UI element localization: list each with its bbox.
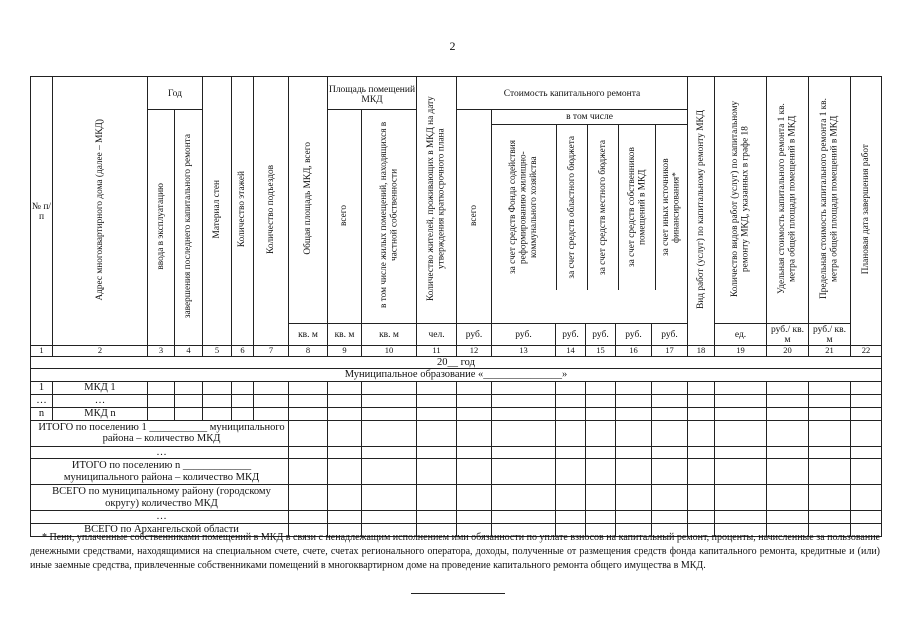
col20-header: Удельная стоимость капитального ремонта 1 кв. метра общей площади помещений в МКД — [767, 77, 809, 324]
unit-col15: руб. — [586, 324, 616, 346]
col-number: 2 — [53, 346, 148, 356]
col4-header: завершения последнего капитального ремонта — [175, 110, 203, 346]
column-numbers-row — [31, 346, 882, 356]
footnote-separator — [30, 523, 96, 524]
unit-col10: кв. м — [362, 324, 417, 346]
unit-col20: руб./ кв. м — [767, 324, 809, 346]
col-number: 5 — [203, 346, 232, 356]
col-number: 16 — [616, 346, 652, 356]
col-number: 21 — [809, 346, 851, 356]
table-row: … … — [31, 394, 882, 407]
col13-header: за счет средств Фонда содействия реформированию жилищно-коммунального хозяйства — [492, 125, 557, 290]
capital-repair-plan-table — [30, 76, 882, 537]
col12-header: всего — [457, 110, 492, 324]
col-number: 18 — [688, 346, 715, 356]
col19-header: Количество видов работ (услуг) по капитальному ремонту МКД, указанных в графе 18 — [715, 77, 767, 324]
unit-col12: руб. — [457, 324, 492, 346]
col-number: 17 — [652, 346, 688, 356]
end-separator — [411, 593, 505, 594]
col-number: 19 — [715, 346, 767, 356]
col6-header: Количество этажей — [232, 77, 254, 346]
col-number: 6 — [232, 346, 254, 356]
unit-col17: руб. — [652, 324, 688, 346]
col7-header: Количество подъездов — [254, 77, 289, 346]
col-number: 7 — [254, 346, 289, 356]
cost-subgroup — [492, 110, 688, 324]
table-row: n МКД n — [31, 407, 882, 420]
col18-header: Вид работ (услуг) по капитальному ремонту МКД — [688, 77, 715, 346]
table-row: … — [31, 511, 882, 524]
table-row: … — [31, 446, 882, 459]
col-number: 14 — [556, 346, 586, 356]
col2-header: Адрес многоквартирного дома (далее – МКД) — [53, 77, 148, 346]
col-number: 15 — [586, 346, 616, 356]
unit-col11: чел. — [417, 324, 457, 346]
col10-header: в том числе жилых помещений, находящихся в частной собственности — [362, 110, 417, 324]
unit-col21: руб./ кв. м — [809, 324, 851, 346]
col14-header: за счет средств областного бюджета — [557, 125, 588, 290]
col-number: 10 — [362, 346, 417, 356]
table-row: 1 МКД 1 — [31, 381, 882, 394]
unit-col19: ед. — [715, 324, 767, 346]
col-number: 20 — [767, 346, 809, 356]
in-that-number-header: в том числе — [492, 110, 687, 125]
table-row — [31, 459, 882, 485]
col3-header: ввода в эксплуатацию — [148, 110, 175, 346]
col-number: 22 — [851, 346, 882, 356]
year-row: 20__ год — [31, 356, 882, 369]
col15-header: за счет средств местного бюджета — [588, 125, 619, 290]
col1-header: № п/п — [31, 77, 53, 346]
total-settlement-n: ИТОГО по поселению n _____________ муниципального района – количество МКД — [31, 459, 289, 485]
col-number: 3 — [148, 346, 175, 356]
col-number: 8 — [289, 346, 328, 356]
year-group-header: Год — [148, 77, 203, 110]
area-group-header: Площадь помещений МКД — [328, 77, 417, 110]
col5-header: Материал стен — [203, 77, 232, 346]
unit-col13: руб. — [492, 324, 556, 346]
page-number: 2 — [449, 39, 456, 53]
unit-col8: кв. м — [289, 324, 328, 346]
col9-header: всего — [328, 110, 362, 324]
col-number: 9 — [328, 346, 362, 356]
table-row — [31, 485, 882, 511]
unit-col14: руб. — [556, 324, 586, 346]
col-number: 13 — [492, 346, 556, 356]
total-settlement-1: ИТОГО по поселению 1 ___________ муниципального района – количество МКД — [31, 420, 289, 446]
col21-header: Предельная стоимость капитального ремонта 1 кв. метра общей площади помещений в МКД — [809, 77, 851, 324]
total-region: ВСЕГО по Архангельской области — [31, 523, 289, 536]
col-number: 12 — [457, 346, 492, 356]
col-number: 1 — [31, 346, 53, 356]
col16-header: за счет средств собственников помещений в МКД — [619, 125, 656, 290]
col11-header: Количество жителей, проживающих в МКД на дату утверждения краткосрочного плана — [417, 77, 457, 324]
unit-col9: кв. м — [328, 324, 362, 346]
col17-header: за счет иных источников финансирования* — [661, 158, 682, 257]
unit-col16: руб. — [616, 324, 652, 346]
footnote-text: * Пени, уплаченные собственниками помещений в МКД в связи с ненадлежащим исполнением ими обязанности по уплате взносов на капитальный ремонт, проценты, начисленные за пользование денежными средствами, находящимися на специальном счете, счете, счетах регионального оператора, доходы, полученные от размещения средств фонда капитального ремонта, кредитные и (или) иные заемные средства, привлеченные собственниками помещений в многоквартирном доме на проведение капитального ремонта общего имущества в МКД. — [30, 532, 880, 571]
col-number: 4 — [175, 346, 203, 356]
municipality-row: Муниципальное образование «_______________» — [31, 369, 882, 382]
total-district: ВСЕГО по муниципальному району (городскому округу) количество МКД — [31, 485, 289, 511]
cost-group-header: Стоимость капитального ремонта — [457, 77, 688, 110]
col-number: 11 — [417, 346, 457, 356]
table-row — [31, 420, 882, 446]
col22-header: Плановая дата завершения работ — [851, 77, 882, 346]
col8-header: Общая площадь МКД, всего — [289, 77, 328, 324]
